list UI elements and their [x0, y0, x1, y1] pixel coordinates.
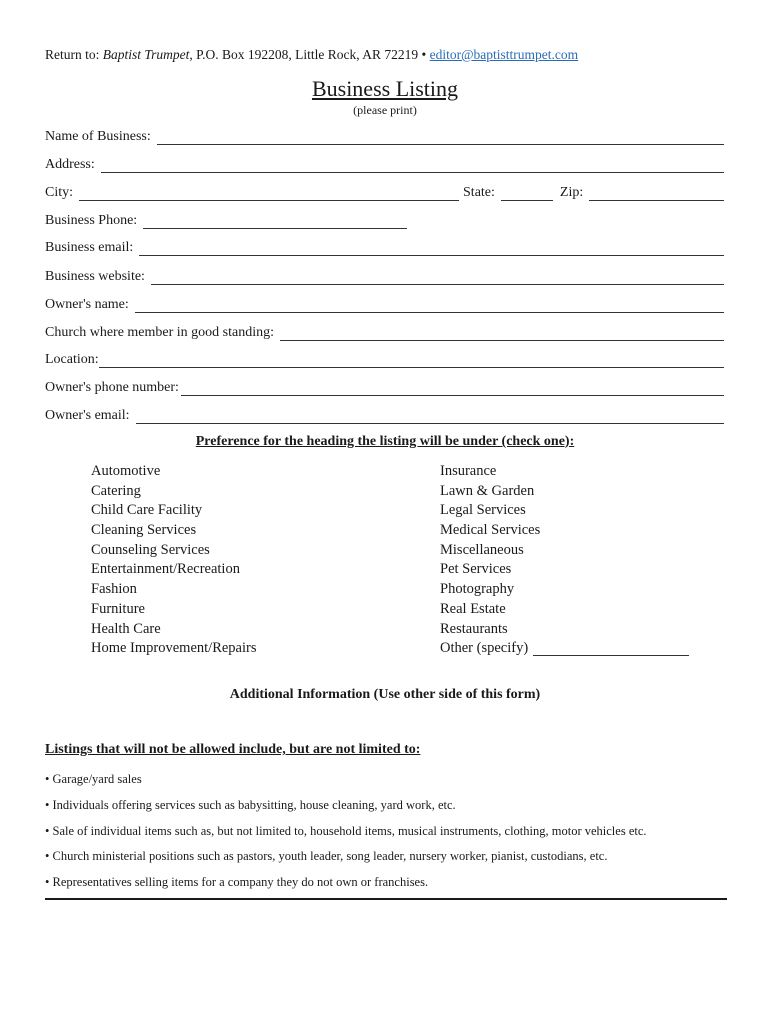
other-specify-line[interactable] [533, 643, 689, 656]
owner-name-field[interactable] [45, 293, 724, 313]
address-line[interactable] [101, 158, 724, 173]
other-specify-label: Other (specify) [440, 640, 529, 657]
zip-line[interactable] [589, 186, 724, 201]
bottom-divider [45, 898, 727, 900]
page-title: Business Listing [311, 76, 459, 101]
location-field[interactable] [45, 348, 724, 368]
address-field[interactable] [45, 153, 724, 173]
church-field[interactable] [45, 321, 724, 341]
city-state-zip-row [45, 181, 724, 201]
location-label: Location: [45, 352, 99, 367]
owner-phone-field[interactable] [45, 376, 724, 396]
not-allowed-heading: Listings that will not be allowed include, but are not limited to: [45, 742, 421, 757]
not-allowed-list [45, 769, 647, 898]
business-email-line[interactable] [139, 241, 724, 256]
category-option[interactable]: Entertainment/Recreation [91, 561, 240, 578]
list-item: • Sale of individual items such as, but not limited to, household items, musical instruments, clothing, motor vehicles etc. [45, 823, 647, 838]
additional-info-note: Additional Information (Use other side of this form) [229, 687, 541, 702]
preference-heading: Preference for the heading the listing will be under (check one): [195, 434, 575, 449]
category-option[interactable]: Fashion [91, 581, 137, 598]
category-option[interactable]: Home Improvement/Repairs [91, 640, 257, 657]
category-list-left [91, 462, 257, 659]
state-label: State: [463, 185, 495, 200]
list-item: • Representatives selling items for a company they do not own or franchises. [45, 875, 429, 890]
zip-label: Zip: [559, 185, 584, 200]
category-option[interactable]: Insurance [440, 463, 497, 479]
owner-phone-label: Owner's phone number: [45, 380, 179, 395]
business-phone-label: Business Phone: [45, 213, 138, 228]
church-label: Church where member in good standing: [45, 325, 275, 340]
category-option[interactable]: Cleaning Services [91, 522, 197, 539]
category-option[interactable]: Counseling Services [91, 541, 210, 558]
category-option[interactable]: Medical Services [440, 522, 541, 539]
category-option-other[interactable] [440, 639, 689, 659]
address-label: Address: [45, 157, 95, 172]
city-line[interactable] [79, 186, 459, 201]
return-address [45, 47, 578, 63]
return-prefix: Return to: [45, 47, 103, 62]
business-website-field[interactable] [45, 265, 724, 285]
state-line[interactable] [501, 186, 553, 201]
list-item: • Garage/yard sales [45, 772, 142, 786]
category-option[interactable]: Health Care [91, 620, 161, 637]
church-line[interactable] [280, 326, 724, 341]
category-option[interactable]: Catering [91, 482, 141, 499]
page-subtitle: (please print) [353, 103, 417, 117]
city-label: City: [45, 185, 74, 200]
editor-email-link[interactable]: editor@baptisttrumpet.com [429, 47, 579, 62]
list-item: • Church ministerial positions such as pastors, youth leader, song leader, nursery worker, pianist, custodians, etc. [45, 849, 608, 864]
category-option[interactable]: Automotive [91, 463, 161, 479]
list-item: • Individuals offering services such as babysitting, house cleaning, yard work, etc. [45, 797, 456, 812]
owner-email-line[interactable] [136, 409, 724, 424]
business-website-label: Business website: [45, 269, 145, 284]
category-list-right [440, 462, 689, 659]
category-option[interactable]: Child Care Facility [91, 502, 203, 519]
owner-phone-line[interactable] [181, 381, 724, 396]
category-option[interactable]: Restaurants [440, 620, 508, 637]
business-name-field[interactable] [45, 125, 724, 145]
owner-name-label: Owner's name: [45, 297, 129, 312]
category-option[interactable]: Legal Services [440, 502, 526, 519]
category-option[interactable]: Furniture [91, 600, 145, 617]
publication-name: Baptist Trumpet [102, 47, 190, 62]
mailing-address: , P.O. Box 192208, Little Rock, AR 72219 • [189, 47, 430, 62]
business-email-label: Business email: [45, 240, 134, 255]
business-phone-line[interactable] [143, 214, 407, 229]
category-option[interactable]: Photography [440, 581, 515, 598]
business-email-field[interactable] [45, 236, 724, 256]
owner-email-field[interactable] [45, 404, 724, 424]
category-option[interactable]: Miscellaneous [440, 541, 524, 558]
business-website-line[interactable] [151, 270, 724, 285]
category-option[interactable]: Real Estate [440, 600, 506, 617]
business-phone-field[interactable] [45, 209, 407, 229]
category-option[interactable]: Pet Services [440, 561, 512, 578]
business-name-line[interactable] [157, 130, 724, 145]
owner-email-label: Owner's email: [45, 408, 130, 423]
category-option[interactable]: Lawn & Garden [440, 482, 535, 499]
owner-name-line[interactable] [135, 298, 724, 313]
location-line[interactable] [99, 353, 724, 368]
business-name-label: Name of Business: [45, 129, 151, 144]
